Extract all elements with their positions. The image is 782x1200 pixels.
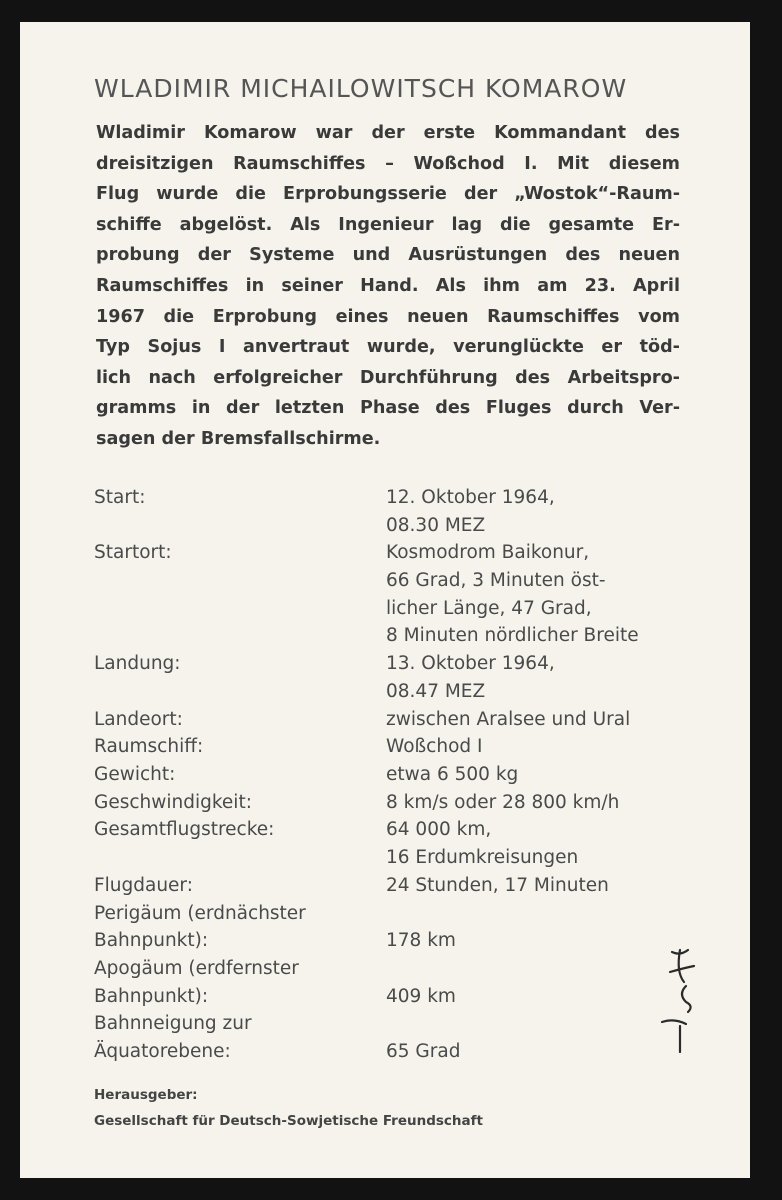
fact-value-line: 65 Grad — [386, 1040, 461, 1062]
fact-value — [386, 539, 639, 650]
fact-label — [94, 706, 183, 734]
fact-label-line: Gesamtflugstrecke: — [94, 819, 275, 841]
publisher-name: Gesellschaft für Deutsch-Sowjetische Freundschaft — [94, 1113, 483, 1129]
fact-value-line: licher Länge, 47 Grad, — [386, 597, 592, 619]
fact-value-line: Woßchod I — [386, 736, 483, 758]
fact-value-line: 08.47 MEZ — [386, 680, 486, 702]
fact-label-line: Perigäum (erdnächster — [94, 902, 306, 924]
fact-value — [386, 650, 555, 705]
fact-value-line: etwa 6 500 kg — [386, 764, 519, 785]
fact-label — [94, 816, 274, 844]
fact-label-line: Geschwindigkeit: — [94, 791, 252, 813]
fact-value-line: 178 km — [386, 930, 456, 952]
fact-value-line: 16 Erdumkreisungen — [386, 847, 579, 869]
fact-value — [386, 789, 619, 817]
bio-line: lich nach erfolgreicher Durchführung des Arbeitspro- — [96, 367, 680, 388]
card-title: WLADIMIR MICHAILOWITSCH KOMAROW — [94, 74, 628, 103]
bio-line: 1967 die Erprobung eines neuen Raumschiffes vom — [96, 306, 680, 327]
fact-value — [386, 816, 578, 871]
fact-value — [386, 900, 456, 955]
bio-line: Typ Sojus I anvertraut wurde, verunglückte er töd- — [96, 337, 680, 358]
fact-label — [94, 1010, 252, 1065]
bio-line: sagen der Bremsfallschirme. — [96, 428, 381, 449]
fact-label-line: Gewicht: — [94, 764, 176, 785]
fact-value — [386, 955, 456, 1010]
fact-label-line: Startort: — [94, 542, 172, 564]
bio-line: Flug wurde die Erprobungsserie der „Wostok“-Raum- — [96, 184, 680, 205]
fact-value-line: Kosmodrom Baikonur, — [386, 542, 590, 564]
handwritten-mark-icon — [650, 942, 710, 1062]
fact-value — [386, 761, 518, 789]
publisher-block — [94, 1082, 483, 1134]
bio-line: gramms in der letzten Phase des Fluges durch Ver- — [96, 398, 680, 419]
fact-value-line: 08.30 MEZ — [386, 514, 486, 536]
fact-label — [94, 900, 306, 955]
fact-value-line: 409 km — [386, 985, 456, 1007]
postcard — [20, 22, 750, 1178]
bio-line: dreisitzigen Raumschiffes – Woßchod I. Mit diesem — [96, 153, 680, 174]
fact-label-line: Flugdauer: — [94, 874, 193, 896]
fact-value-line: 66 Grad, 3 Minuten öst- — [386, 570, 606, 592]
fact-label-line: Landeort: — [94, 708, 183, 730]
fact-value-line: zwischen Aralsee und Ural — [386, 708, 631, 730]
fact-label-line: Start: — [94, 487, 146, 508]
fact-value-line: 8 Minuten nördlicher Breite — [386, 625, 639, 647]
fact-value — [386, 733, 482, 761]
fact-value-line — [386, 1010, 460, 1038]
fact-value — [386, 706, 630, 734]
fact-value-line: 64 000 km, — [386, 819, 492, 841]
fact-label-line: Äquatorebene: — [94, 1040, 231, 1062]
bio-line: Wladimir Komarow war der erste Kommandant des — [96, 123, 680, 143]
fact-label-line: Raumschiff: — [94, 736, 204, 758]
fact-value — [386, 872, 609, 900]
fact-label-line: Bahnpunkt): — [94, 985, 209, 1007]
publisher-heading: Herausgeber: — [94, 1087, 198, 1103]
fact-label — [94, 733, 203, 761]
fact-label — [94, 955, 299, 1010]
fact-label-line: Bahnpunkt): — [94, 930, 209, 952]
fact-label — [94, 484, 145, 512]
fact-label — [94, 872, 193, 900]
fact-value — [386, 1010, 460, 1065]
fact-label — [94, 650, 181, 678]
fact-label-line: Apogäum (erdfernster — [94, 957, 299, 979]
fact-label — [94, 789, 252, 817]
fact-label-line: Landung: — [94, 653, 181, 675]
fact-value-line: 12. Oktober 1964, — [386, 487, 555, 508]
fact-label-line: Bahnneigung zur — [94, 1013, 252, 1035]
fact-value-line: 8 km/s oder 28 800 km/h — [386, 791, 620, 813]
fact-value-line — [386, 900, 456, 928]
bio-line: Raumschiffes in seiner Hand. Als ihm am 23. April — [96, 275, 680, 296]
fact-value — [386, 484, 555, 539]
fact-value-line: 24 Stunden, 17 Minuten — [386, 874, 609, 896]
biography-text — [96, 118, 680, 455]
fact-value-line: 13. Oktober 1964, — [386, 653, 555, 675]
bio-line: probung der Systeme und Ausrüstungen des neuen — [96, 245, 680, 266]
fact-label — [94, 539, 172, 567]
fact-label — [94, 761, 175, 789]
bio-line: schiffe abgelöst. Als Ingenieur lag die gesamte Er- — [96, 214, 680, 235]
fact-value-line — [386, 955, 456, 983]
